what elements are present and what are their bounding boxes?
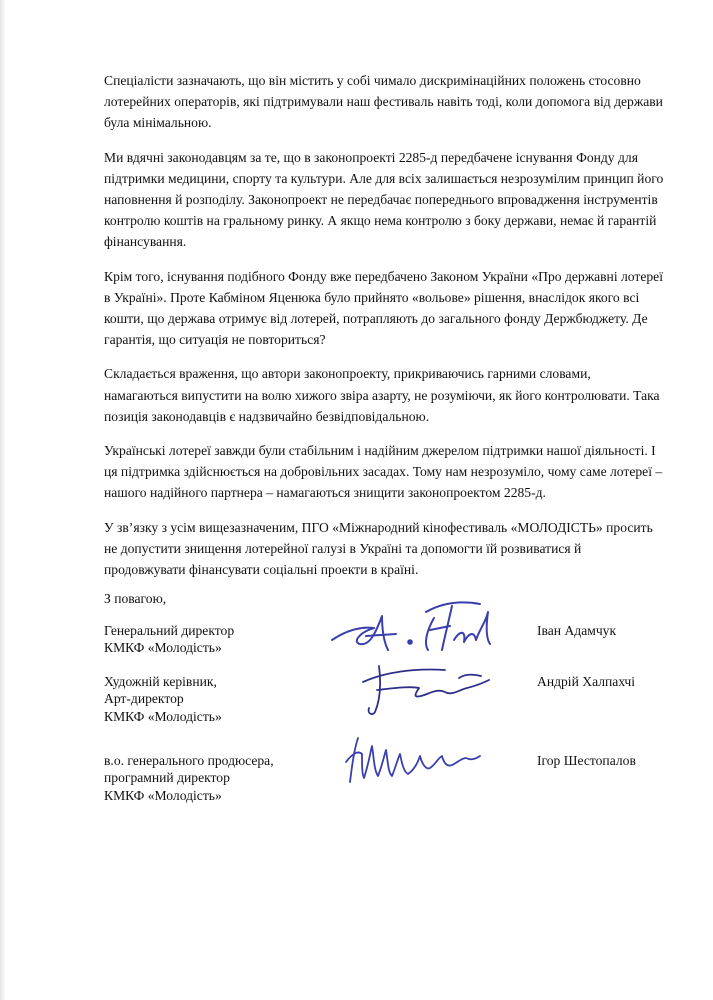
paragraph-6: У зв’язку з усім вищезазначеним, ПГО «Міжнародний кінофестиваль «МОЛОДІСТЬ» просить не допустити знищення лотерейної галузі в Україні та допомогти їй розвиватися й продовжувати фінансувати соціальні проекти в країні. <box>104 519 653 578</box>
signatory-2-role-line: Арт-директор <box>104 691 184 707</box>
paragraph-1: Спеціалісти зазначають, що він містить у собі чимало дискримінаційних положень стосовно лотерейних операторів, які підтримували наш фестиваль навіть тоді, коли допомога від держави була мінімальною. <box>104 73 663 131</box>
signature-khalpakhchi-icon <box>355 660 505 720</box>
page-edge-shadow <box>0 0 6 1000</box>
signature-adamchuk-icon <box>330 596 500 660</box>
signatory-1-role-line: Генеральний директор <box>104 623 235 638</box>
signatory-2-role <box>104 673 324 725</box>
signatory-1-role <box>104 622 324 657</box>
paragraph-3: Крім того, існування подібного Фонду вже передбачено Законом України «Про державні лотереї в Україні». Проте Кабміном Яценюка було прийнято «вольове» рішення, внаслідок якого всі кошти, що держава отримує від лотерей, потрапляють до загального фонду Держбюджету. Де гарантія, що ситуація не повториться? <box>104 268 663 348</box>
paragraph-5: Українські лотереї завжди були стабільним і надійним джерелом підтримки нашої діяльності. І ця підтримка здійснюється на добровільних засадах. Тому нам незрозуміло, чому саме лотереї – нашого надійного партнера – намагаються знищити законопроектом 2285-д. <box>104 443 663 501</box>
signature-shestopalov-icon <box>340 732 490 790</box>
signatory-3-name: Ігор Шестопалов <box>537 753 636 768</box>
signatory-3-role-line: програмний директор <box>104 770 230 786</box>
signatory-1-role-line: КМКФ «Молодість» <box>104 640 222 656</box>
paragraph-4: Складається враження, що автори законопроекту, прикриваючись гарними словами, намагаються випустити на волю хижого звіра азарту, не розуміючи, як його контролювати. Така позиція законодавців є надзвичайно безвідповідальною. <box>104 366 660 424</box>
letter-body <box>104 70 664 593</box>
signatory-2-role-line: КМКФ «Молодість» <box>104 708 222 724</box>
paragraph-2: Ми вдячні законодавцям за те, що в законопроекті 2285-д передбачене існування Фонду для підтримки медицини, спорту та культури. Але для всіх залишається незрозумілим принцип його наповнення й розподілу. Законопроект не передбачає попереднього впровадження інструментів контролю коштів на гральному ринку. А якщо нема контролю з боку держави, немає й гарантій фінансування. <box>104 149 664 250</box>
closing-salutation: З повагою, <box>104 591 167 606</box>
signatory-3-role-line: КМКФ «Молодість» <box>104 787 222 803</box>
signatory-3-role <box>104 752 324 804</box>
signatory-3-role-line: в.о. генерального продюсера, <box>104 753 274 768</box>
signatory-2-role-line: Художній керівник, <box>104 674 217 689</box>
signatory-1-name: Іван Адамчук <box>537 623 617 638</box>
signatory-2-name: Андрій Халпахчі <box>537 674 636 689</box>
